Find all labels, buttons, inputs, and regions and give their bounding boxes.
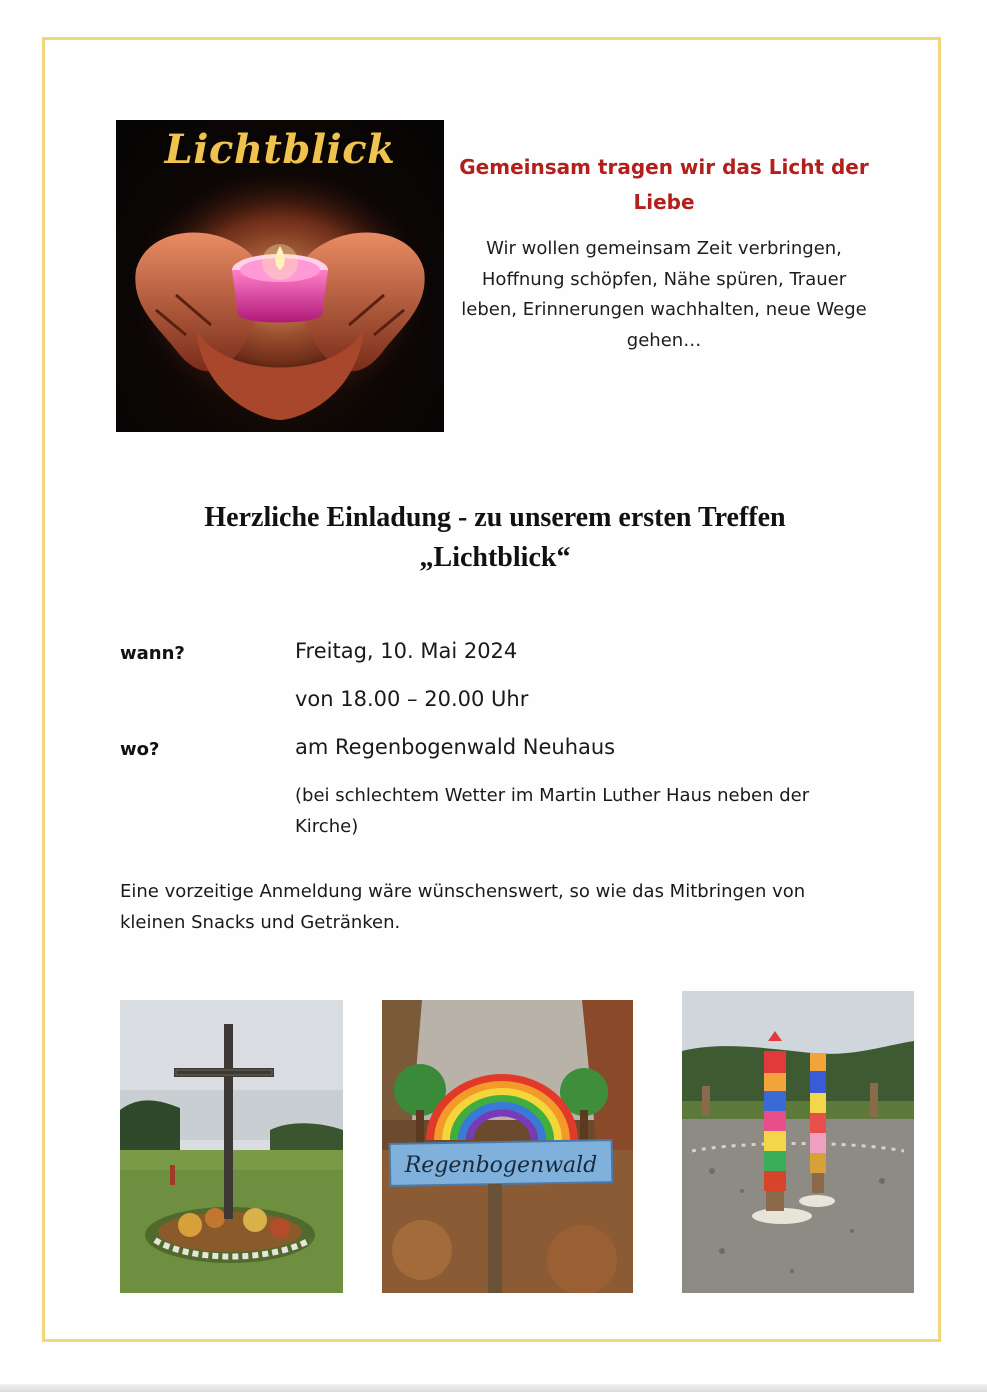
tagline: Gemeinsam tragen wir das Licht der Liebe [459,155,869,214]
regenbogenwald-sign-photo [382,1000,633,1293]
where-label: wo? [120,739,160,760]
sign-text: Regenbogenwald [404,1153,598,1178]
logo-title: Lichtblick [164,126,396,173]
intro-text: Wir wollen gemeinsam Zeit verbringen, Hoffnung schöpfen, Nähe spüren, Trauer leben, Erinnerungen wachhalten, neue Wege gehen… [461,238,867,351]
when-label: wann? [120,643,185,664]
cross-icon [120,1000,343,1293]
weather-note: (bei schlechtem Wetter im Martin Luther Haus neben der Kirche) [295,785,810,837]
invitation-heading [80,498,910,578]
heading-line-1: Herzliche Einladung - zu unserem ersten Treffen [204,502,786,533]
logo-image [116,120,444,432]
event-place: am Regenbogenwald Neuhaus [295,735,616,759]
registration-note: Eine vorzeitige Anmeldung wäre wünschenswert, so wie das Mitbringen von kleinen Snacks und Getränken. [120,881,806,933]
event-date: Freitag, 10. Mai 2024 [295,639,518,663]
page-bottom-edge [0,1384,987,1392]
event-time: von 18.00 – 20.00 Uhr [295,687,529,711]
cross-photo [120,1000,343,1293]
heading-line-2: „Lichtblick“ [419,542,571,573]
totem-poles-photo [682,991,914,1293]
rainbow-sign-icon [382,1000,633,1293]
totem-icon [682,991,914,1293]
